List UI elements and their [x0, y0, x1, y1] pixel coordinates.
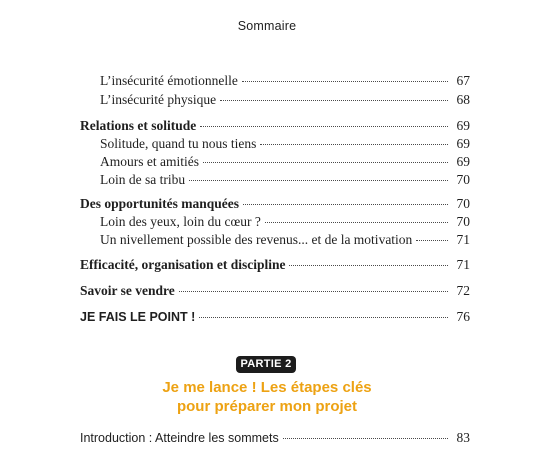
toc-entry: [100, 73, 470, 91]
toc-entry-title: Loin de sa tribu: [100, 172, 186, 187]
toc-entry-page: 83: [456, 430, 470, 445]
dot-leader: [260, 144, 448, 145]
toc-entry: [100, 154, 470, 172]
toc-entry-page: 69: [456, 136, 470, 151]
toc-entry-title: Solitude, quand tu nous tiens: [100, 136, 257, 151]
toc-entry-title: Relations et solitude: [80, 118, 197, 133]
dot-leader: [289, 265, 448, 266]
toc-section-entry: [80, 196, 470, 214]
toc-entry-page: 72: [456, 283, 470, 298]
part-title-line: Je me lance ! Les étapes clés: [162, 379, 372, 396]
toc-entry-page: 70: [456, 214, 470, 229]
dot-leader: [203, 162, 448, 163]
toc-entry-title: JE FAIS LE POINT !: [80, 310, 196, 324]
toc-entry-page: 69: [456, 118, 470, 133]
toc-entry-page: 70: [456, 172, 470, 187]
toc-entry-page: 70: [456, 196, 470, 211]
toc-entry: [100, 172, 470, 190]
toc-entry-page: 69: [456, 154, 470, 169]
dot-leader: [220, 100, 448, 101]
toc-section-entry: [80, 283, 470, 301]
dot-leader: [199, 317, 448, 318]
toc-section-entry: [80, 257, 470, 275]
part-title-line: pour préparer mon projet: [176, 398, 358, 415]
toc-entry-page: 71: [456, 257, 470, 272]
toc-entry-page: 67: [456, 73, 470, 88]
toc-entry-page: 68: [456, 92, 470, 107]
toc-section-entry: [80, 309, 470, 327]
toc-entry-title: Amours et amitiés: [100, 154, 199, 169]
toc-entry-intro: [80, 430, 470, 448]
dot-leader: [189, 180, 448, 181]
toc-entry-title: Introduction : Atteindre les sommets: [80, 431, 279, 445]
toc-entry: [100, 92, 470, 110]
part-title: [0, 378, 534, 416]
dot-leader: [179, 291, 448, 292]
toc-entry-title: Un nivellement possible des revenus... et de la motivation: [100, 232, 413, 247]
toc-entry-title: Des opportunités manquées: [80, 196, 240, 211]
toc-entry: [100, 136, 470, 154]
page-header-title: Sommaire: [237, 19, 297, 33]
dot-leader: [416, 240, 448, 241]
dot-leader: [242, 81, 448, 82]
toc-entry: [100, 232, 470, 250]
toc-entry-page: 71: [456, 232, 470, 247]
toc-entry-page: 76: [456, 309, 470, 324]
toc-entry-title: L’insécurité émotionnelle: [100, 73, 238, 88]
toc-entry: [100, 214, 470, 232]
part-badge: PARTIE 2: [236, 356, 296, 373]
dot-leader: [200, 126, 448, 127]
toc-section-entry: [80, 118, 470, 136]
dot-leader: [243, 204, 448, 205]
toc-entry-title: Efficacité, organisation et discipline: [80, 257, 286, 272]
toc-entry-title: Loin des yeux, loin du cœur ?: [100, 214, 261, 229]
toc-entry-title: L’insécurité physique: [100, 92, 217, 107]
dot-leader: [265, 222, 448, 223]
toc-entry-title: Savoir se vendre: [80, 283, 175, 298]
dot-leader: [283, 438, 448, 439]
